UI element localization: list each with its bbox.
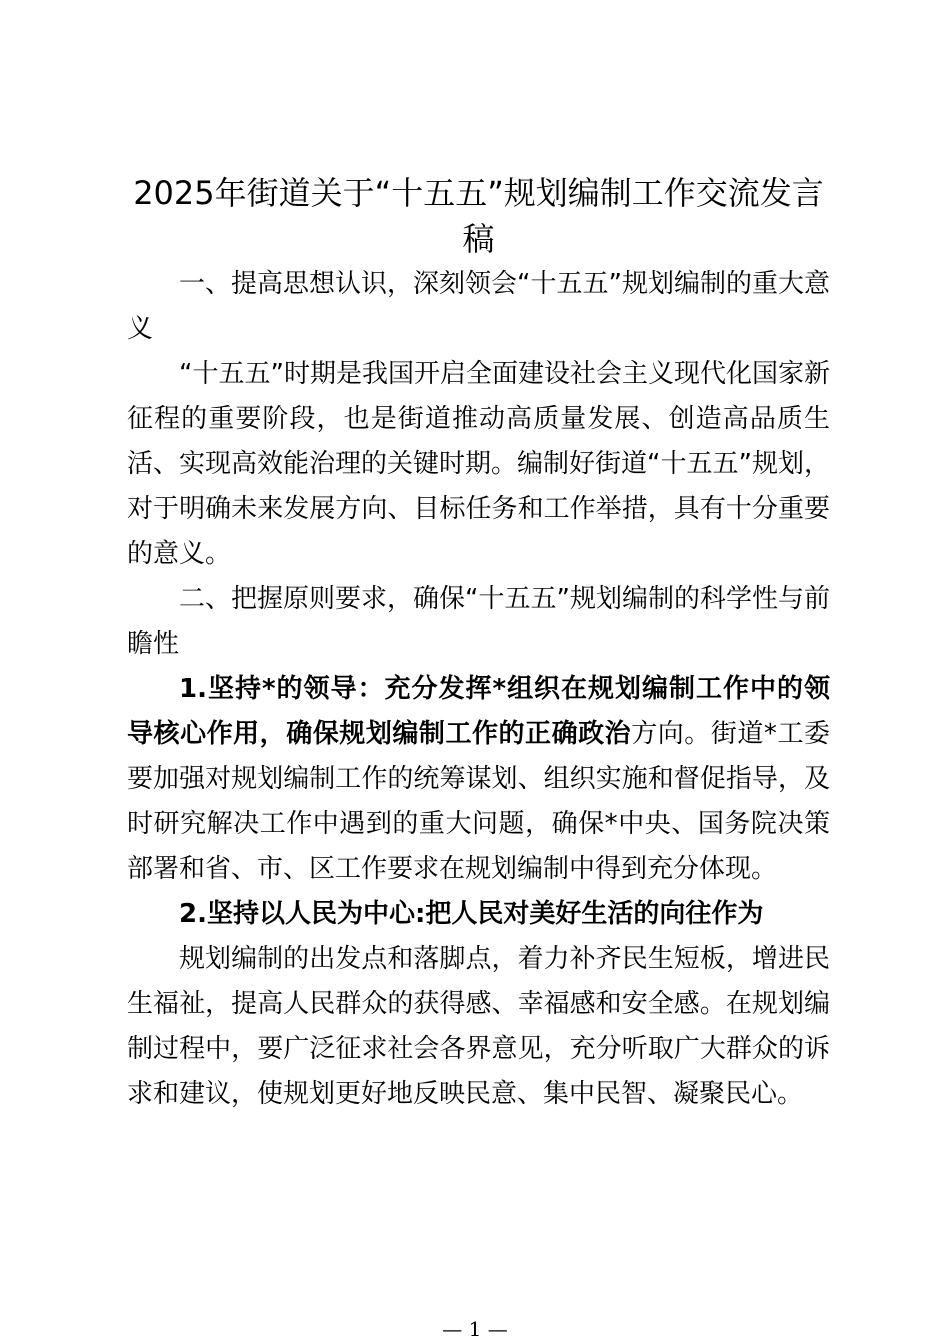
- point1-body-text: 方向。街道*工委要加强对规划编制工作的统筹谋划、组织实施和督促指导，及时研究解决工作中遇到的重大问题，确保*中央、国务院决策部署和省、市、区工作要求在规划编制中得到充分体现。: [127, 719, 830, 884]
- document-title: 2025年街道关于“十五五”规划编制工作交流发言稿: [133, 174, 824, 258]
- point1-paragraph: [127, 667, 830, 892]
- section1-body: “十五五”时期是我国开启全面建设社会主义现代化国家新征程的重要阶段，也是街道推动高质量发展、创造高品质生活、实现高效能治理的关键时期。编制好街道“十五五”规划，对于明确未来发展方向、目标任务和工作举措，具有十分重要的意义。: [127, 359, 830, 569]
- document-page: [127, 170, 830, 1117]
- point1-bold-text: 1.坚持*的领导：充分发挥*组织在规划编制工作中的领导核心作用，确保规划编制工作的正确政治: [127, 674, 830, 749]
- section1-heading: 一、提高思想认识，深刻领会“十五五”规划编制的重大意义: [127, 269, 830, 344]
- section2-heading: 二、把握原则要求，确保“十五五”规划编制的科学性与前瞻性: [127, 584, 830, 659]
- point2-heading: 2.坚持以人民为中心:把人民对美好生活的向往作为: [179, 899, 764, 929]
- point2-body: 规划编制的出发点和落脚点，着力补齐民生短板，增进民生福祉，提高人民群众的获得感、幸福感和安全感。在规划编制过程中，要广泛征求社会各界意见，充分听取广大群众的诉求和建议，使规划更好地反映民意、集中民智、凝聚民心。: [127, 944, 830, 1109]
- page-number: — 1 —: [442, 1317, 508, 1341]
